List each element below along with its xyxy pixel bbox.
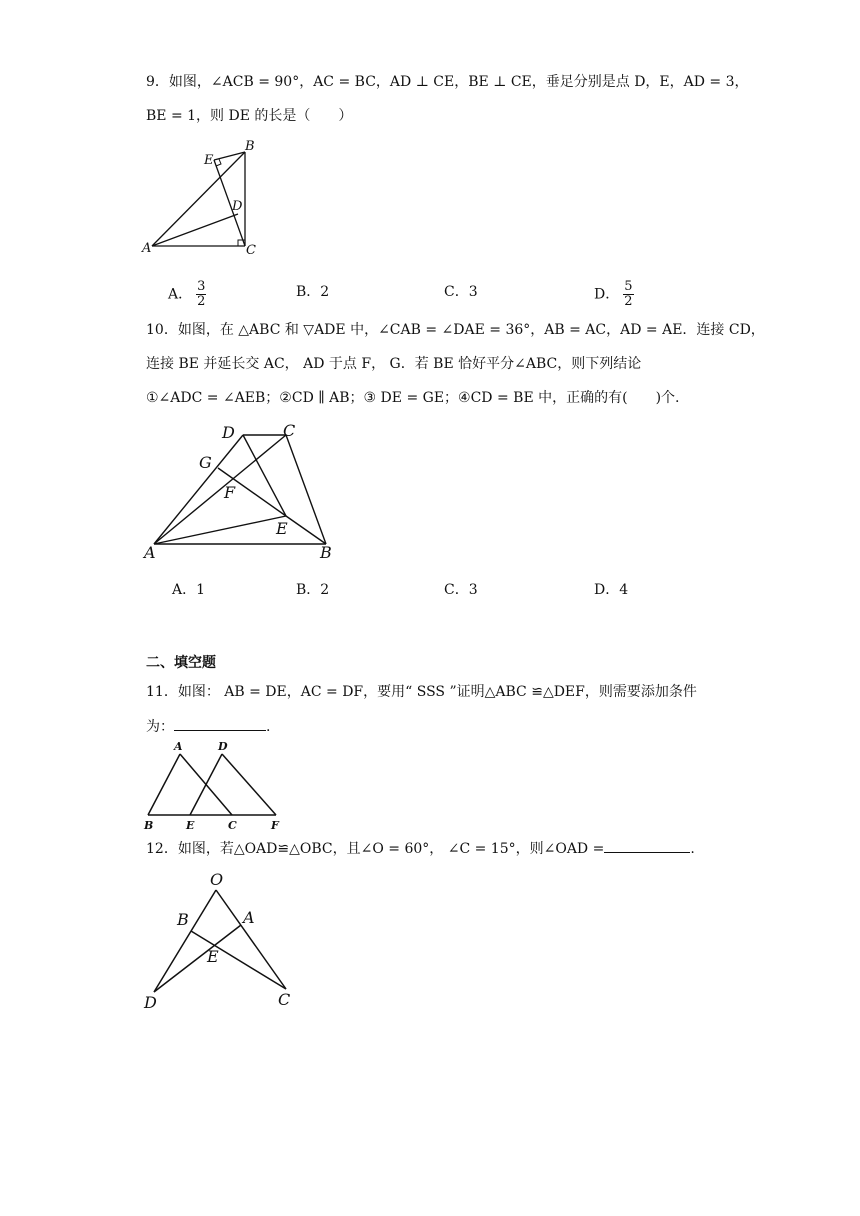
q12-label-D: D [144, 993, 157, 1012]
q12-label-A: A [243, 908, 255, 927]
q12-label-O: O [210, 870, 224, 889]
q9-option-d-fraction: $\frac{5}{2}$ [624, 279, 633, 309]
q11-label-E: E [186, 819, 195, 832]
q10-label-G: G [199, 453, 212, 472]
q11-text-line1: 11．如图： AB = DE，AC = DF，要用“ SSS ”证明△ABC ≌△DEF，则需要添加条件 [146, 684, 697, 700]
q9-label-A: A [142, 241, 152, 256]
q9-text-line2: BE = 1，则 DE 的长是（ ） [146, 108, 353, 124]
q9-option-b[interactable]: B．2 [296, 284, 330, 300]
q9-label-D: D [232, 199, 243, 214]
q10-text-line1: 10．如图，在 △ABC 和 ▽ADE 中，∠CAB = ∠DAE = 36°，AB = AC，AD = AE．连接 CD， [146, 322, 765, 338]
q9-text-line1: 9．如图，∠ACB = 90°，AC = BC，AD ⊥ CE，BE ⊥ CE，垂足分别是点 D，E，AD = 3， [146, 74, 749, 90]
q10-label-B: B [320, 543, 332, 562]
q10-option-a[interactable]: A．1 [172, 582, 206, 598]
q12-label-C: C [278, 990, 291, 1009]
q9-figure [140, 138, 270, 260]
q10-option-c[interactable]: C．3 [444, 582, 478, 598]
section-heading-fill-in: 二、填空题 [146, 655, 216, 671]
q10-text-line2: 连接 BE 并延长交 AC， AD 于点 F， G．若 BE 恰好平分∠ABC，则下列结论 [146, 356, 642, 372]
q9-option-a-fraction: $\frac{3}{2}$ [197, 279, 206, 309]
q10-label-F: F [224, 483, 236, 502]
q9-label-C: C [246, 243, 256, 258]
q11-label-B: B [144, 819, 154, 832]
q10-label-A: A [144, 543, 156, 562]
q12-label-B: B [177, 910, 189, 929]
q10-option-d[interactable]: D．4 [594, 582, 629, 598]
q11-label-D: D [218, 740, 228, 753]
q10-label-E: E [276, 519, 288, 538]
q10-text-line3: ①∠ADC = ∠AEB；②CD ∥ AB；③ DE = GE；④CD = BE 中，正确的有( )个. [146, 390, 680, 406]
q10-label-D: D [222, 423, 235, 442]
q10-label-C: C [283, 421, 296, 440]
q9-option-a[interactable]: A． $\frac{3}{2}$ [168, 279, 206, 309]
q10-option-b[interactable]: B．2 [296, 582, 330, 598]
q11-label-C: C [228, 819, 237, 832]
q11-label-F: F [271, 819, 279, 832]
q9-option-c[interactable]: C．3 [444, 284, 478, 300]
q11-figure [140, 738, 290, 833]
q9-label-E: E [204, 153, 214, 168]
q9-option-d[interactable]: D． $\frac{5}{2}$ [594, 279, 633, 309]
q10-figure [140, 418, 340, 563]
q11-text-line2: 为： . [146, 716, 270, 737]
q12-figure [140, 868, 305, 1018]
q12-answer-blank[interactable] [604, 838, 690, 853]
q11-answer-blank[interactable] [174, 716, 266, 731]
q12-text-line1: 12．如图，若△OAD≌△OBC，且∠O = 60°， ∠C = 15°，则∠OAD = . [146, 838, 695, 859]
q12-label-E: E [207, 947, 219, 966]
q9-label-B: B [245, 139, 255, 154]
q11-label-A: A [174, 740, 183, 753]
